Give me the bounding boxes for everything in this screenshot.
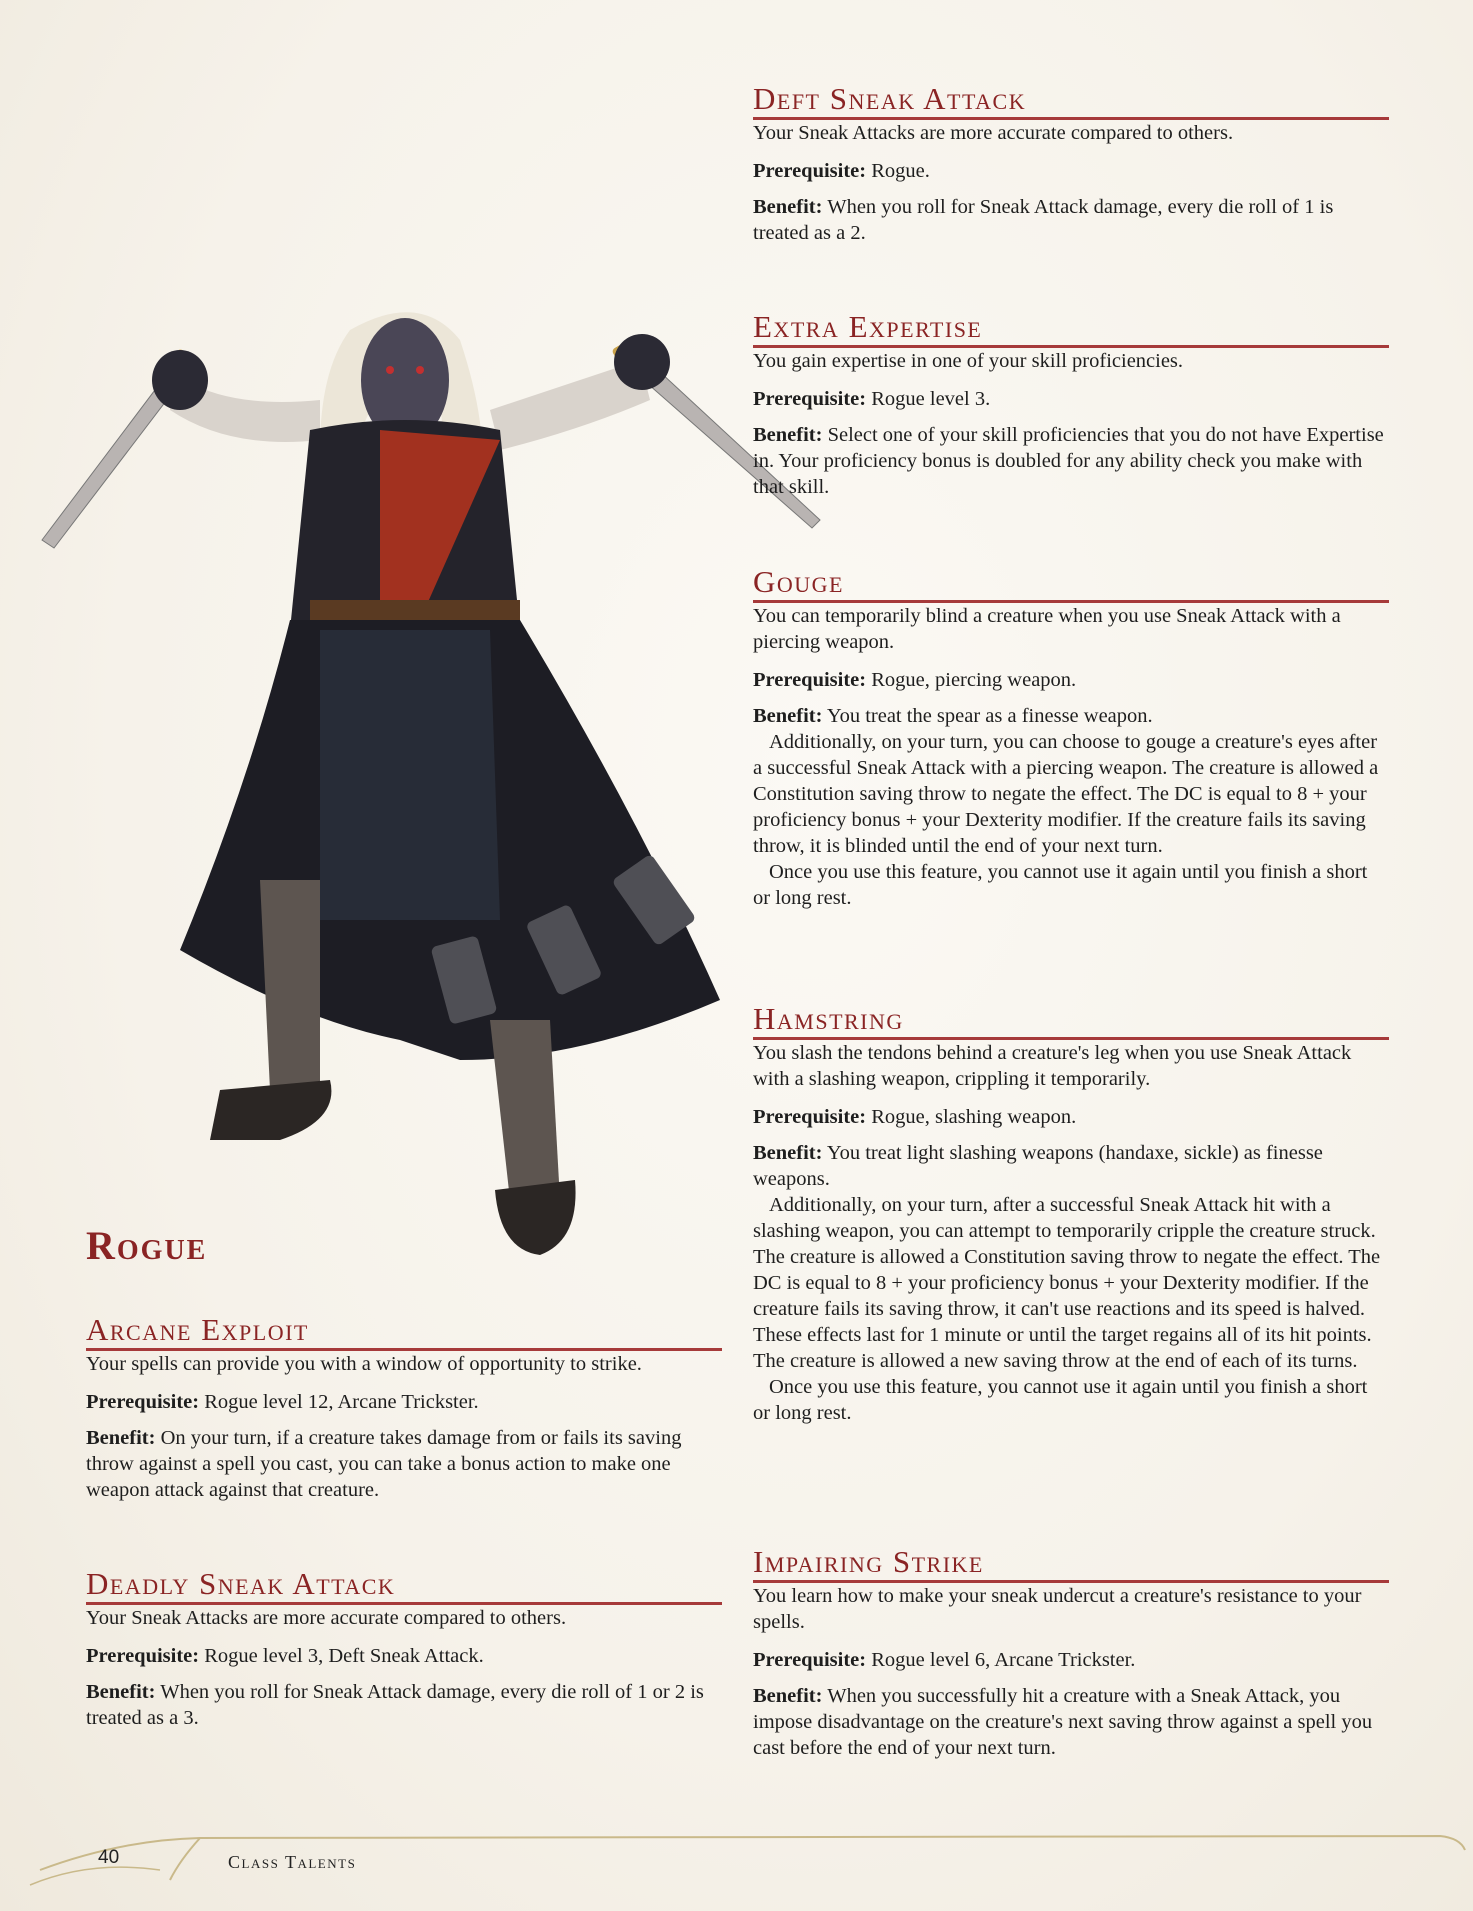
talent-title: Hamstring <box>753 1002 1389 1040</box>
talent-flavor: Your Sneak Attacks are more accurate compared to others. <box>86 1607 567 1629</box>
talent-title: Extra Expertise <box>753 310 1389 348</box>
talent-benefit: Benefit: On your turn, if a creature takes damage from or fails its saving throw against a spell you cast, you can take a bonus action to make one weapon attack against that creature. <box>86 1427 682 1501</box>
page-number: 40 <box>98 1847 120 1868</box>
talent-prerequisite: Prerequisite: Rogue, slashing weapon. <box>753 1106 1077 1128</box>
talent-flavor: You slash the tendons behind a creature's leg when you use Sneak Attack with a slashing weapon, crippling it temporarily. <box>753 1042 1352 1090</box>
talent-detail: Additionally, on your turn, you can choose to gouge a creature's eyes after a successful Sneak Attack with a piercing weapon. The creature is allowed a Constitution saving throw to negate the effect. The DC is equal to 8 + your proficiency bonus + your Dexterity modifier. If the creature fails its saving throw, it is blinded until the end of your next turn. <box>753 731 1379 857</box>
talent-title: Gouge <box>753 565 1389 603</box>
talent-detail: Once you use this feature, you cannot use it again until you finish a short or long rest. <box>753 861 1368 909</box>
talent-prerequisite: Prerequisite: Rogue level 12, Arcane Trickster. <box>86 1391 479 1413</box>
talent-flavor: Your Sneak Attacks are more accurate compared to others. <box>753 122 1234 144</box>
talent-benefit: Benefit: When you roll for Sneak Attack damage, every die roll of 1 or 2 is treated as a 3. <box>86 1681 704 1729</box>
talent-flavor: Your spells can provide you with a window of opportunity to strike. <box>86 1353 642 1375</box>
talent-hamstring <box>753 1002 1389 1436</box>
talent-title: Deft Sneak Attack <box>753 82 1389 120</box>
talent-prerequisite: Prerequisite: Rogue level 3. <box>753 388 991 410</box>
talent-prerequisite: Prerequisite: Rogue, piercing weapon. <box>753 669 1077 691</box>
talent-prerequisite: Prerequisite: Rogue. <box>753 160 930 182</box>
talent-flavor: You can temporarily blind a creature when you use Sneak Attack with a piercing weapon. <box>753 605 1341 653</box>
talent-gouge <box>753 565 1389 921</box>
talent-title: Deadly Sneak Attack <box>86 1567 722 1605</box>
talent-flavor: You learn how to make your sneak undercut a creature's resistance to your spells. <box>753 1585 1362 1633</box>
talent-benefit: Benefit: You treat light slashing weapons (handaxe, sickle) as finesse weapons. <box>753 1142 1323 1190</box>
talent-arcane-exploit <box>86 1313 722 1513</box>
talent-title: Impairing Strike <box>753 1545 1389 1583</box>
talent-flavor: You gain expertise in one of your skill proficiencies. <box>753 350 1184 372</box>
talent-benefit: Benefit: When you successfully hit a creature with a Sneak Attack, you impose disadvantage on the creature's next saving throw against a spell you cast before the end of your next turn. <box>753 1685 1373 1759</box>
talent-deft-sneak-attack <box>753 82 1389 256</box>
talent-impairing-strike <box>753 1545 1389 1771</box>
talent-detail: Additionally, on your turn, after a successful Sneak Attack hit with a slashing weapon, you can attempt to temporarily cripple the creature struck. The creature is allowed a Constitution saving throw to negate the effect. The DC is equal to 8 + your proficiency bonus + your Dexterity modifier. If the creature fails its saving throw, it can't use reactions and its speed is halved. These effects last for 1 minute or until the target regains all of its hit points. The creature is allowed a new saving throw at the end of each of its turns. <box>753 1194 1381 1372</box>
rogue-character-illustration <box>20 300 840 1260</box>
talent-benefit: Benefit: When you roll for Sneak Attack damage, every die roll of 1 is treated as a 2. <box>753 196 1334 244</box>
talent-prerequisite: Prerequisite: Rogue level 3, Deft Sneak Attack. <box>86 1645 484 1667</box>
footer-ornament <box>0 1830 1473 1911</box>
talent-prerequisite: Prerequisite: Rogue level 6, Arcane Trickster. <box>753 1649 1136 1671</box>
talent-detail: Once you use this feature, you cannot use it again until you finish a short or long rest. <box>753 1376 1368 1424</box>
section-title: Rogue <box>86 1223 208 1268</box>
footer-label: Class Talents <box>228 1852 357 1872</box>
talent-title: Arcane Exploit <box>86 1313 722 1351</box>
talent-benefit: Benefit: You treat the spear as a finesse weapon. <box>753 705 1153 727</box>
talent-deadly-sneak-attack <box>86 1567 722 1741</box>
talent-benefit: Benefit: Select one of your skill proficiencies that you do not have Expertise in. Your proficiency bonus is doubled for any ability check you make with that skill. <box>753 424 1384 498</box>
talent-extra-expertise <box>753 310 1389 510</box>
